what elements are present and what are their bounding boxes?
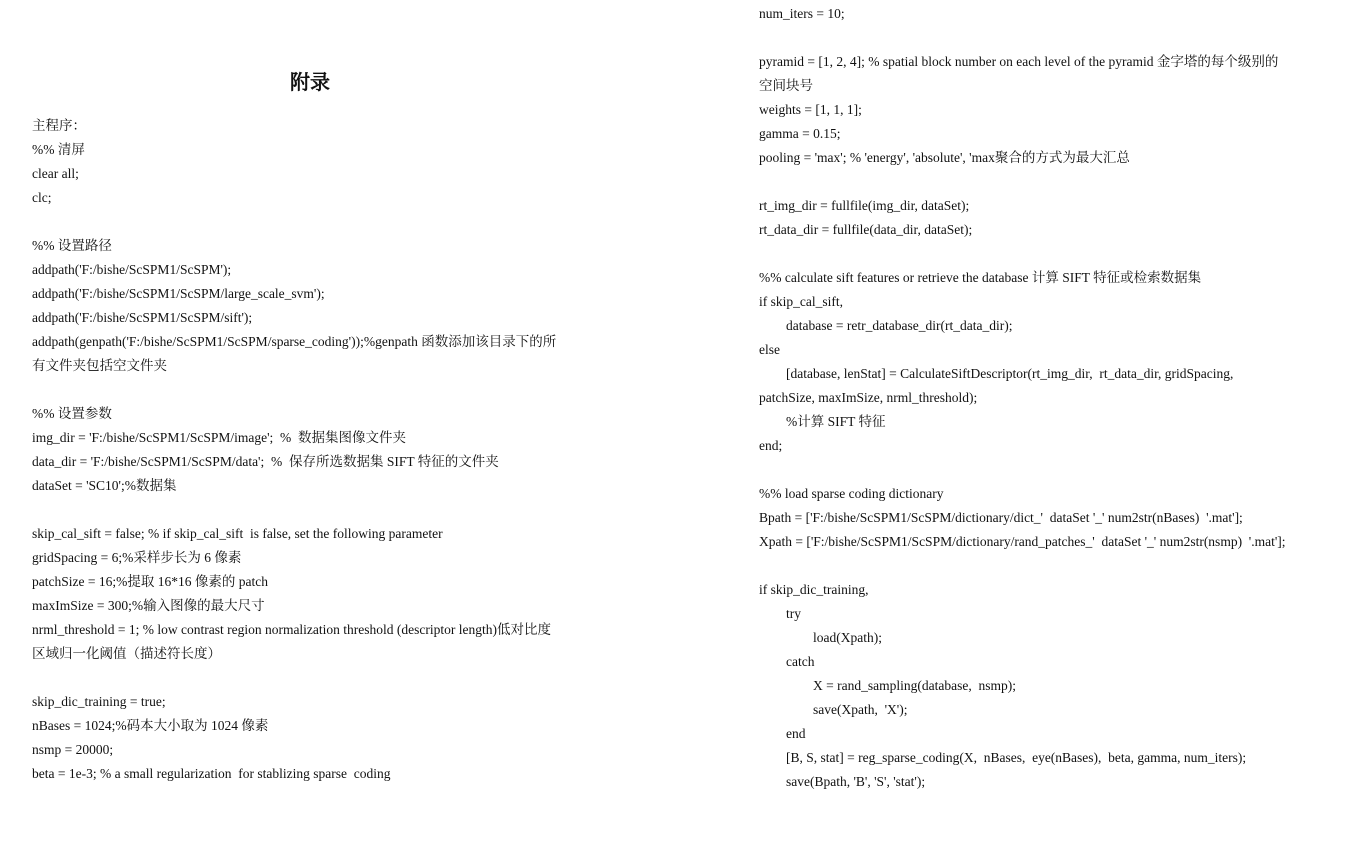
code-line: pooling = 'max'; % 'energy', 'absolute', 'max聚合的方式为最大汇总 xyxy=(759,150,1130,165)
code-line: rt_data_dir = fullfile(data_dir, dataSet); xyxy=(759,222,973,237)
code-line: %% 设置参数 xyxy=(32,406,112,421)
code-line: data_dir = 'F:/bishe/ScSPM1/ScSPM/data'; % 保存所选数据集 SIFT 特征的文件夹 xyxy=(32,454,499,469)
code-line: clear all; xyxy=(32,166,79,181)
code-line: beta = 1e-3; % a small regularization for stablizing sparse coding xyxy=(32,766,391,781)
code-line: Xpath = ['F:/bishe/ScSPM1/ScSPM/dictionary/rand_patches_' dataSet '_' num2str(nsmp) '.mat']; xyxy=(759,534,1286,549)
code-line: skip_cal_sift = false; % if skip_cal_sift is false, set the following parameter xyxy=(32,526,443,541)
code-line: [database, lenStat] = CalculateSiftDescriptor(rt_img_dir, rt_data_dir, gridSpacing, xyxy=(759,366,1234,381)
code-line: patchSize, maxImSize, nrml_threshold); xyxy=(759,390,978,405)
code-line: 主程序： xyxy=(32,118,86,133)
code-line: catch xyxy=(759,654,815,669)
code-line: if skip_dic_training, xyxy=(759,582,869,597)
code-line: load(Xpath); xyxy=(759,630,882,645)
code-line: X = rand_sampling(database, nsmp); xyxy=(759,678,1016,693)
code-line: num_iters = 10; xyxy=(759,6,845,21)
code-line: else xyxy=(759,342,780,357)
code-line: %% 设置路径 xyxy=(32,238,112,253)
code-line: addpath(genpath('F:/bishe/ScSPM1/ScSPM/sparse_coding'));%genpath 函数添加该目录下的所 xyxy=(32,334,557,349)
code-line: pyramid = [1, 2, 4]; % spatial block number on each level of the pyramid 金字塔的每个级别的 xyxy=(759,54,1279,69)
code-line: gamma = 0.15; xyxy=(759,126,841,141)
code-line: save(Xpath, 'X'); xyxy=(759,702,908,717)
code-line: if skip_cal_sift, xyxy=(759,294,843,309)
code-line: end; xyxy=(759,438,783,453)
code-line: %% load sparse coding dictionary xyxy=(759,486,944,501)
code-line: addpath('F:/bishe/ScSPM1/ScSPM/sift'); xyxy=(32,310,253,325)
code-line: rt_img_dir = fullfile(img_dir, dataSet); xyxy=(759,198,970,213)
code-line: maxImSize = 300;%输入图像的最大尺寸 xyxy=(32,598,265,613)
code-line: weights = [1, 1, 1]; xyxy=(759,102,862,117)
code-line: [B, S, stat] = reg_sparse_coding(X, nBases, eye(nBases), beta, gamma, num_iters); xyxy=(759,750,1247,765)
code-line: skip_dic_training = true; xyxy=(32,694,166,709)
code-line: nBases = 1024;%码本大小取为 1024 像素 xyxy=(32,718,269,733)
code-line: %% calculate sift features or retrieve the database 计算 SIFT 特征或检索数据集 xyxy=(759,270,1202,285)
code-line: 区域归一化阈值（描述符长度） xyxy=(32,646,221,661)
code-line: gridSpacing = 6;%采样步长为 6 像素 xyxy=(32,550,242,565)
code-line: %计算 SIFT 特征 xyxy=(759,414,886,429)
code-line: %% 清屏 xyxy=(32,142,85,157)
code-line: patchSize = 16;%提取 16*16 像素的 patch xyxy=(32,574,268,589)
code-line: save(Bpath, 'B', 'S', 'stat'); xyxy=(759,774,926,789)
code-line: 有文件夹包括空文件夹 xyxy=(32,358,167,373)
code-line: dataSet = 'SC10';%数据集 xyxy=(32,478,177,493)
code-line: 空间块号 xyxy=(759,78,813,93)
code-line: end xyxy=(759,726,806,741)
code-line: clc; xyxy=(32,190,52,205)
code-line: addpath('F:/bishe/ScSPM1/ScSPM'); xyxy=(32,262,232,277)
code-line: nsmp = 20000; xyxy=(32,742,114,757)
code-line: img_dir = 'F:/bishe/ScSPM1/ScSPM/image'; % 数据集图像文件夹 xyxy=(32,430,407,445)
code-line: Bpath = ['F:/bishe/ScSPM1/ScSPM/dictionary/dict_' dataSet '_' num2str(nBases) '.mat']; xyxy=(759,510,1243,525)
code-line: nrml_threshold = 1; % low contrast region normalization threshold (descriptor length)低对比度 xyxy=(32,622,552,637)
code-line: try xyxy=(759,606,801,621)
code-line: addpath('F:/bishe/ScSPM1/ScSPM/large_scale_svm'); xyxy=(32,286,325,301)
page-title: 附录 xyxy=(290,70,330,94)
code-line: database = retr_database_dir(rt_data_dir); xyxy=(759,318,1013,333)
